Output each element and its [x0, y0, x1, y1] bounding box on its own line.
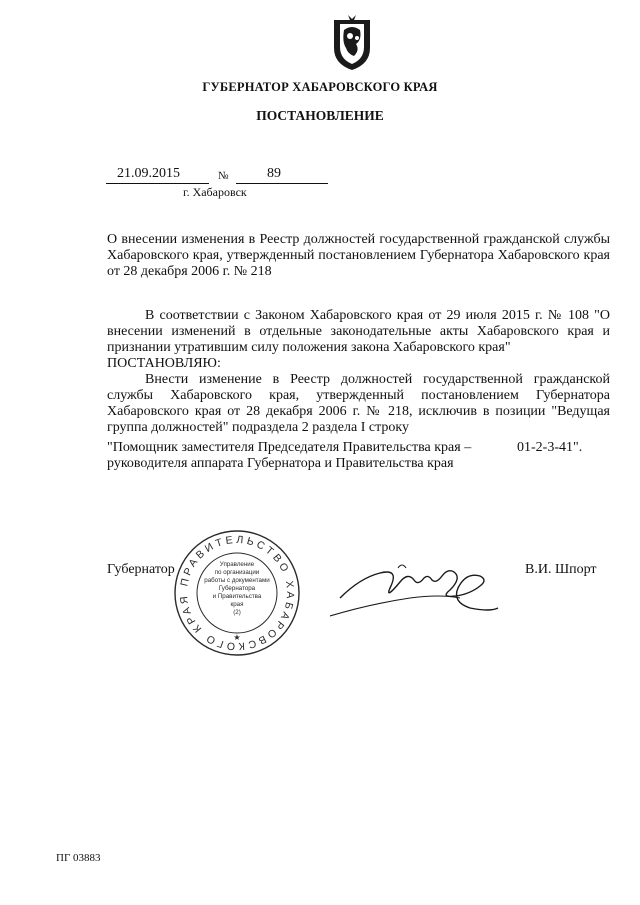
svg-text:Губернатора: Губернатора: [218, 585, 256, 592]
signatory-title: Губернатор: [107, 562, 175, 577]
svg-text:Управление: Управление: [219, 561, 255, 568]
document-city: г. Хабаровск: [183, 185, 247, 199]
number-sign: №: [218, 170, 229, 182]
document-subject: О внесении изменения в Реестр должностей государственной гражданской службы Хабаровского края, утвержденный постановлением Губернатора Хабаровского края от 28 декабря 2006 г. № 218: [107, 232, 610, 279]
excluded-row: [107, 440, 610, 488]
svg-text:(2): (2): [233, 609, 241, 616]
document-number: 89: [267, 166, 281, 181]
issuing-authority: ГУБЕРНАТОР ХАБАРОВСКОГО КРАЯ: [202, 80, 438, 94]
number-underline: [236, 183, 328, 184]
document-type: ПОСТАНОВЛЕНИЕ: [256, 108, 384, 123]
excluded-position-code: 01-2-3-41".: [517, 440, 583, 455]
decree-word: ПОСТАНОВЛЯЮ:: [107, 356, 221, 371]
svg-text:ПРАВИТЕЛЬСТВО ХАБАРОВСКОГО КРА: ПРАВИТЕЛЬСТВО ХАБАРОВСКОГО КРАЯ: [177, 533, 297, 653]
svg-text:и Правительства: и Правительства: [212, 593, 262, 600]
excluded-position-text: "Помощник заместителя Председателя Правительства края – руководителя аппарата Губернатора и Правительства края: [107, 440, 472, 471]
handwritten-signature: [330, 538, 500, 628]
document-date: 21.09.2015: [117, 166, 180, 181]
date-underline: [106, 183, 209, 184]
official-stamp: [172, 528, 302, 658]
signatory-name: В.И. Шпорт: [525, 562, 597, 577]
svg-text:по организации: по организации: [214, 569, 260, 576]
paragraph-legal-basis: В соответствии с Законом Хабаровского края от 29 июля 2015 г. № 108 "О внесении изменений в отдельные законодательные акты Хабаровского края и признании утратившим силу положения закона Хабаровского края": [107, 308, 610, 355]
svg-text:работы с документами: работы с документами: [204, 577, 270, 584]
svg-text:края: края: [230, 601, 244, 608]
paragraph-change: Внести изменение в Реестр должностей государственной гражданской службы Хабаровского края, утвержденный постановлением Губернатора Хабаровского края от 28 декабря 2006 г. № 218, исключив в позиции "Ведущая группа должностей" подраздела 2 раздела I строку: [107, 372, 610, 435]
svg-text:★: ★: [233, 633, 241, 642]
footer-code: ПГ 03883: [56, 852, 101, 864]
document-body: [107, 308, 610, 488]
coat-of-arms-icon: [330, 14, 374, 72]
